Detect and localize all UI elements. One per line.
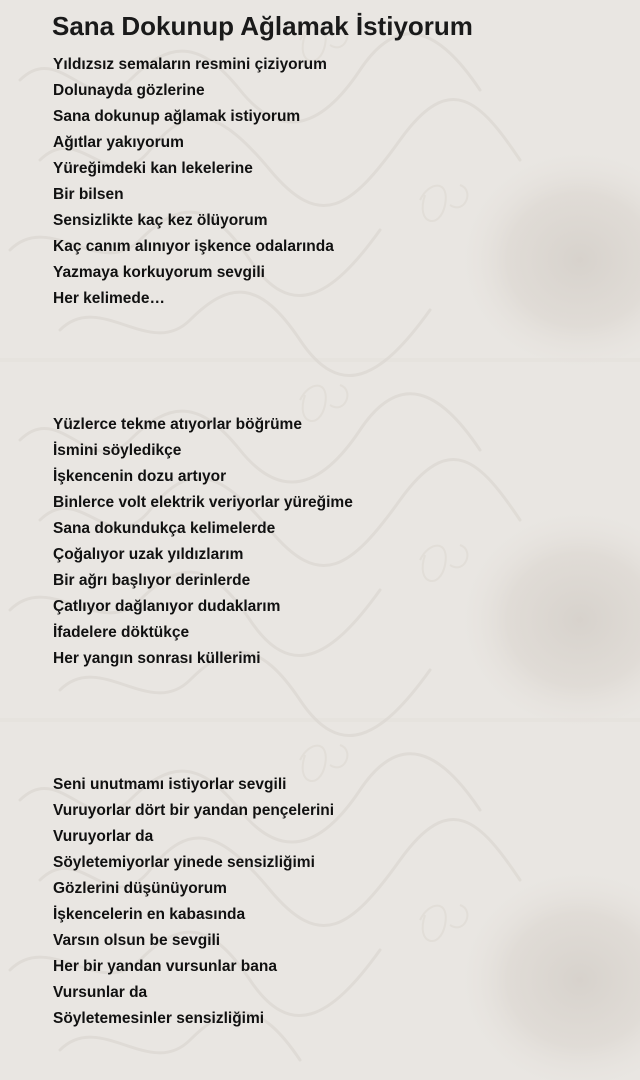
verse-line: İşkencenin dozu artıyor bbox=[53, 468, 227, 485]
poem-title: Sana Dokunup Ağlamak İstiyorum bbox=[52, 11, 473, 41]
verse-line: Çoğalıyor uzak yıldızlarım bbox=[53, 546, 244, 563]
verse-line: Söyletemesinler sensizliğimi bbox=[53, 1010, 265, 1027]
verse-line: Vuruyorlar da bbox=[53, 828, 154, 845]
verse-line: Söyletemiyorlar yinede sensizliğimi bbox=[53, 854, 315, 871]
verse-line: Sana dokunup ağlamak istiyorum bbox=[53, 108, 301, 125]
stanza bbox=[53, 772, 334, 1032]
verse-line: Vursunlar da bbox=[53, 984, 148, 1001]
verse-line: Varsın olsun be sevgili bbox=[53, 932, 221, 949]
verse-line: Vuruyorlar dört bir yandan pençelerini bbox=[53, 802, 335, 819]
verse-line: Bir ağrı başlıyor derinlerde bbox=[53, 572, 251, 589]
verse-line: Ağıtlar yakıyorum bbox=[53, 134, 184, 151]
verse-line: Sana dokundukça kelimelerde bbox=[53, 520, 276, 537]
verse-line: Her kelimede… bbox=[53, 290, 165, 307]
stanza bbox=[53, 52, 334, 312]
verse-line: Gözlerini düşünüyorum bbox=[53, 880, 227, 897]
verse-line: Her bir yandan vursunlar bana bbox=[53, 958, 277, 975]
stanza bbox=[53, 412, 353, 672]
verse-line: İfadelere döktükçe bbox=[53, 624, 190, 641]
verse-line: Her yangın sonrası küllerimi bbox=[53, 650, 261, 667]
verse-line: Yazmaya korkuyorum sevgili bbox=[53, 264, 265, 281]
verse-line: Yüzlerce tekme atıyorlar böğrüme bbox=[53, 416, 302, 433]
verse-line: Yıldızsız semaların resmini çiziyorum bbox=[53, 56, 327, 73]
verse-line: Binlerce volt elektrik veriyorlar yüreğime bbox=[53, 494, 353, 511]
verse-line: Bir bilsen bbox=[53, 186, 124, 203]
verse-line: Dolunayda gözlerine bbox=[53, 82, 205, 99]
verse-line: Seni unutmamı istiyorlar sevgili bbox=[53, 776, 287, 793]
verse-line: İsmini söyledikçe bbox=[53, 442, 182, 459]
verse-line: Çatlıyor dağlanıyor dudaklarım bbox=[53, 598, 281, 615]
verse-line: Yüreğimdeki kan lekelerine bbox=[53, 160, 253, 177]
verse-line: İşkencelerin en kabasında bbox=[53, 906, 246, 923]
verse-line: Sensizlikte kaç kez ölüyorum bbox=[53, 212, 268, 229]
verse-line: Kaç canım alınıyor işkence odalarında bbox=[53, 238, 334, 255]
